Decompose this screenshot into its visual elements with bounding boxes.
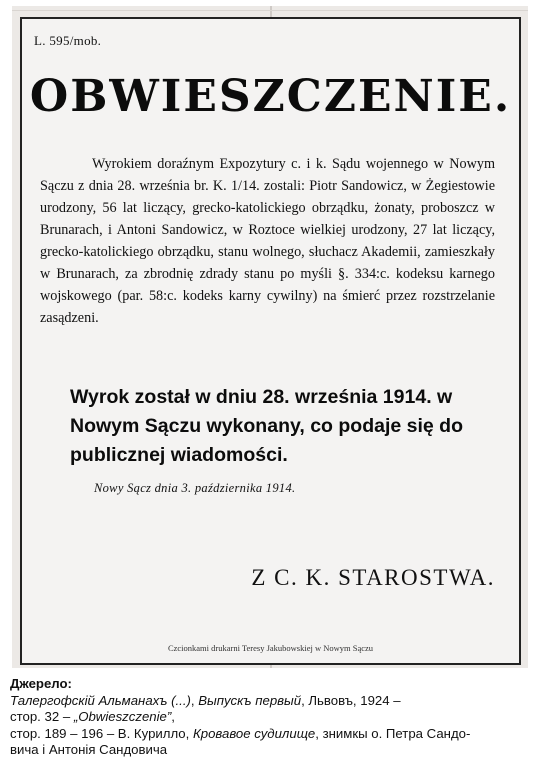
issuing-authority: Z C. K. STAROSTWA. <box>251 565 495 590</box>
poster-notice <box>20 17 521 665</box>
verdict-statement: Wyrok został w dniu 28. września 1914. w Nowym Sączu wykonany, co podaje się do publicznej wiadomości. <box>70 386 463 466</box>
caption-line-2 <box>10 693 530 710</box>
caption-poster-title: „Obwieszczenie” <box>73 709 172 724</box>
caption-separator: , <box>190 692 199 708</box>
caption-title: Талергофскій Альманахъ (...) <box>10 692 191 708</box>
source-caption <box>10 676 530 759</box>
caption-author: стор. 189 – 196 – В. Курилло, <box>10 725 193 741</box>
reference-number: L. 595/mob. <box>34 33 102 48</box>
caption-publication: , Львовъ, 1924 – <box>301 692 401 708</box>
caption-line-4 <box>10 726 530 743</box>
notice-body-paragraph: Wyrokiem doraźnym Expozytury c. i k. Sądu wojennego w Nowym Sączu z dnia 28. września br. K. 1/14. zostali: Piotr Sandowicz, w Żegiestowie urodzony, 56 lat liczący, grecko-katolickiego obrządku, żonaty, proboszcz w Brunarach, i Antoni Sandowicz, w Roztoce wielkiej urodzony, 27 lat liczący, grecko-katolickiego obrządku, stanu wolnego, słuchacz Akademii, zamieszkały w Brunarach, za zbrodnię zdrady stanu po myśli §. 334:c. kodeksu karnego wojskowego (par. 58:c. kodeks karny cywilny) na śmierć przez rozstrzelanie zasądzeni. <box>40 156 495 326</box>
caption-line-5: вича і Антонія Сандовича <box>10 742 168 757</box>
caption-label: Джерело: <box>10 676 72 691</box>
caption-line-3 <box>10 709 530 726</box>
caption-book-title: Кровавое судилище <box>192 725 316 741</box>
caption-line-1 <box>10 676 530 693</box>
caption-page-ref: стор. 32 – <box>10 709 74 724</box>
caption-issue: Выпускъ первый <box>198 692 302 708</box>
dateline: Nowy Sącz dnia 3. października 1914. <box>94 481 296 495</box>
caption-comma: , <box>171 709 175 724</box>
poster-headline: OBWIESZCZENIE. <box>29 71 512 122</box>
caption-photos: , знимкы о. Петра Сандо- <box>315 725 471 741</box>
printer-imprint: Czcionkami drukarni Teresy Jakubowskiej w Nowym Sączu <box>167 643 374 653</box>
notice-body <box>40 153 495 329</box>
background-rule <box>12 10 528 11</box>
